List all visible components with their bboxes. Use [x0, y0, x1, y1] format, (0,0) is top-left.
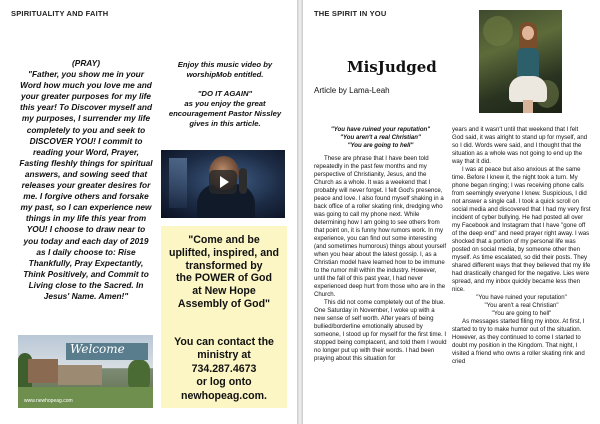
- music-line: encouragement Pastor Nissley: [168, 109, 282, 118]
- invitation-line: the POWER of God: [176, 272, 272, 285]
- prayer-line: you today and each day of 2019: [23, 235, 149, 246]
- article-byline: Article by Lama-Leah: [314, 86, 390, 95]
- prayer-line: answers, and sowing seed that: [24, 168, 148, 179]
- website-link[interactable]: newhopeag.com.: [181, 389, 267, 402]
- article-paragraph: As messages started filing my inbox. At first, I started to try to make humor out of the situation. However, as they continued to come I started to doubt my position in the Kingdom. That night, I visited a friend who owns a roller skating rink and cried: [452, 318, 585, 365]
- prayer-line: Thankfully, Pray Expectantly,: [28, 257, 144, 268]
- prayer-line: my past, so I can experience new: [20, 202, 152, 213]
- invitation-line: "Come and be: [188, 234, 260, 246]
- quote-line: "You are going to hell": [347, 142, 414, 149]
- music-video-note: [158, 60, 292, 129]
- song-title: "DO IT AGAIN": [197, 89, 253, 98]
- welcome-sign-url: www.newhopeag.com: [24, 398, 73, 404]
- invitation-line: transformed by: [185, 259, 263, 272]
- church-welcome-photo: [18, 335, 153, 408]
- prayer-line: "Father, you show me in your: [28, 69, 144, 80]
- article-column-1: [314, 126, 447, 363]
- left-page-header: SPIRITUALITY AND FAITH: [11, 9, 109, 18]
- prayer-line: Think Positively, and Commit to: [23, 268, 149, 279]
- prayer-line: your greater purposes for my life: [20, 91, 152, 102]
- prayer-line: releases your greater desires for: [21, 180, 151, 191]
- music-line: as you enjoy the great: [184, 99, 266, 108]
- music-line: worshipMob entitled.: [186, 70, 264, 79]
- microphone-icon: [239, 168, 247, 194]
- prayer-line: reading your Word, Prayer,: [33, 146, 139, 157]
- quote-line: "You are going to hell": [491, 310, 552, 317]
- article-paragraph: These are phrase that I have been told repeatedly in the past few months and my perspective of Christianity, Jesus, and the Church as a whole. It was a weekend that I probably will never forget. I felt God's presence, peace and love. I also found myself shaking in a back office of a roller skating rink, dredging who was going to call my phone next. While determining how I am going to see others from that point on, it is funny how rumors work. In my experience, you can find out some interesting (and sometimes humorous) things about yourself when you hear about the latest gossip. I, as a Christian model have learned how to be immune to the rumor mill within the industry. However, until the fall of this past year, I had never experienced deep hurt from those who are in the Church.: [314, 155, 447, 298]
- contact-info: [165, 336, 283, 403]
- article-paragraph: years and it wasn't until that weekend that I felt God said, it was alright to stand up for myself, and so I did. Words were said, and I thought that the situation as a whole was not going to end up the way that it did.: [452, 126, 588, 165]
- article-paragraph: I was at peace but also anxious at the same time. Before I knew it, the night took a turn. My phone began ringing; I was receiving phone calls from seemingly everyone I knew. Suspicious, I did not answer a single call. I took a quick scroll on social media and discovered that I had my very first incident of cyber bullying. He had posted all over my Facebook and Instagram that I have "gone off of the deep end" and need prayer right away. I was shocked that a portion of my personal life was posted on social media, by someone other then myself. As time escalated, so did their posts. They shared different ways that they believed that my life had drastically changed for the negative. Lies were spread, and my inbox quickly became less then nice.: [452, 166, 591, 293]
- invitation-text: [165, 234, 283, 311]
- left-page: [0, 0, 297, 424]
- prayer-line: YOU! I choose to draw near to: [26, 224, 146, 235]
- prayer-line: my purposes, I surrender my life: [21, 113, 151, 124]
- quote-line: "You have ruined your reputation": [476, 294, 567, 301]
- church-building: [28, 359, 58, 383]
- contact-line: ministry at: [197, 349, 251, 362]
- invitation-line: uplifted, inspired, and: [168, 246, 280, 259]
- prayer-line: me. I forgive others and forsake: [23, 191, 149, 202]
- contact-line: You can contact the: [174, 336, 274, 348]
- right-page: [303, 0, 600, 424]
- play-icon[interactable]: [209, 170, 237, 194]
- music-line: Enjoy this music video by: [177, 60, 273, 69]
- invitation-line: Assembly of God": [177, 297, 271, 310]
- contact-line: or log onto: [196, 376, 252, 389]
- music-line: gives in this article.: [189, 119, 261, 128]
- quote-line: "You have ruined your reputation": [330, 126, 431, 133]
- article-title: MisJudged: [347, 58, 437, 76]
- prayer-line: as I daily choose to: Rise: [36, 246, 136, 257]
- article-column-2: [452, 126, 591, 366]
- prayer-line: DISCOVER YOU! I commit to: [29, 135, 143, 146]
- ministry-callout-box: [161, 226, 287, 408]
- welcome-sign-text: Welcome: [70, 342, 125, 356]
- prayer-line: completely to you and seek to: [26, 124, 146, 135]
- phone-number: 734.287.4673: [191, 362, 257, 375]
- quote-line: "You aren't a real Christian": [340, 134, 421, 141]
- prayer-title: (PRAY): [72, 58, 100, 68]
- church-building-wing: [58, 365, 102, 385]
- music-video-thumbnail[interactable]: [161, 150, 285, 218]
- invitation-line: at New Hope: [192, 285, 256, 298]
- right-page-header: THE SPIRIT IN YOU: [314, 9, 387, 18]
- article-paragraph: This did not come completely out of the blue. One Saturday in November, I woke up with a new sense of self worth. After years of being bullied/borderline emotionally abused by someone, I stood up for myself for the first time. I stopped being complacent, and told them I would no longer put up with their words. I had been praying about this situation for: [314, 299, 447, 362]
- quote-line: "You aren't a real Christian": [484, 302, 559, 309]
- prayer-line: Jesus' Name. Amen!": [43, 290, 129, 301]
- prayer-line: things in my life this year from: [25, 213, 147, 224]
- prayer-text: [11, 58, 161, 302]
- prayer-line: Word how much you love me and: [20, 80, 152, 91]
- prayer-line: Fasting fleshly things for spiritual: [19, 157, 153, 168]
- author-photo: [479, 10, 562, 113]
- prayer-line: Living close to the Sacred. In: [28, 279, 144, 290]
- prayer-line: this year! To Discover myself and: [19, 102, 153, 113]
